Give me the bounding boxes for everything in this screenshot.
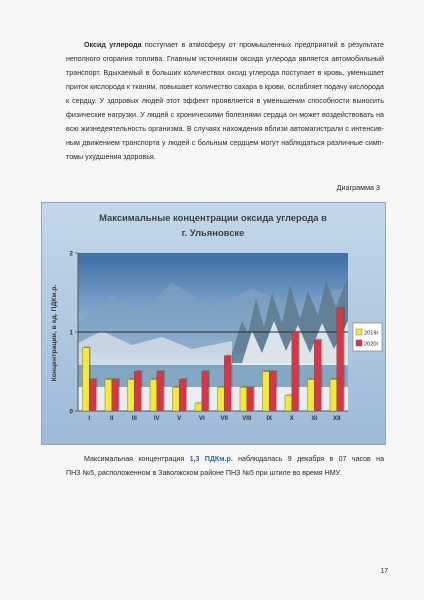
legend-swatch — [356, 329, 362, 335]
paragraph-line: к сердцу. У здоровых людей этот эффект проявляется в уменьшении способности выносить — [66, 97, 384, 105]
y-tick-label: 2 — [69, 250, 73, 258]
chart-title-line1: Максимальные концентрации оксида углерода в — [99, 212, 327, 223]
bar-2020 — [89, 379, 96, 411]
x-tick-label: V — [177, 415, 182, 422]
paragraph-line: физические нагрузки. У людей с хроническими болезнями сердца он может воздействовать на — [66, 111, 384, 119]
term-bold: Оксид углерода — [84, 41, 142, 49]
co-concentration-chart — [42, 203, 385, 444]
chart-legend — [353, 323, 382, 351]
x-tick-label: VI — [198, 415, 205, 422]
paragraph-line: ным движением транспорта у людей с больным сердцем могут наблюдаться различные симп- — [66, 139, 384, 147]
bar-2020 — [202, 372, 209, 412]
paragraph-line: неполного сгорания топлива. Главным источником оксида углерода является автомобильный — [66, 55, 384, 63]
paragraph-line: всю жизнедеятельность организма. В случаях нахождения вблизи автомагистрали с интенсив- — [66, 125, 384, 133]
bar-2019 — [308, 379, 315, 411]
bar-2019 — [173, 387, 180, 411]
paragraph-line: томы ухудшения здоровья. — [66, 153, 156, 161]
page-number: 17 — [380, 568, 388, 575]
bar-2020 — [247, 387, 254, 411]
bar-2019 — [83, 348, 90, 411]
x-tick-label: IX — [266, 415, 273, 422]
bar-2020 — [134, 372, 141, 412]
max-concentration-caption — [66, 452, 384, 480]
chart-frame — [41, 202, 386, 445]
caption-line: ПНЗ №5, расположенном в Заволжском районе ПНЗ №5 при штиле во время НМУ. — [66, 469, 342, 477]
bar-2019 — [218, 387, 225, 411]
x-tick-label: X — [289, 415, 294, 422]
bar-2019 — [128, 379, 135, 411]
x-tick-label: VII — [220, 415, 229, 422]
x-tick-label: I — [88, 415, 91, 422]
bar-2019 — [150, 379, 157, 411]
paragraph-line: транспорт. Вдыхаемый в больших количествах оксид углерода поступает в кровь, уменьшает — [66, 69, 384, 77]
bar-2019 — [330, 379, 337, 411]
bar-2020 — [337, 308, 344, 411]
x-tick-label: III — [131, 415, 137, 422]
x-tick-label: XII — [332, 415, 341, 422]
bar-2019 — [240, 387, 247, 411]
diagram-label: Диаграмма 3 — [336, 183, 380, 192]
bar-2020 — [269, 372, 276, 412]
y-axis-label: Концентрации, в ед. ПДКм.р. — [51, 284, 58, 382]
bar-2019 — [285, 395, 292, 411]
x-tick-label: XI — [311, 415, 318, 422]
y-tick-label: 1 — [69, 329, 73, 337]
co-description-paragraph — [66, 38, 384, 164]
bar-2020 — [314, 340, 321, 411]
caption-line: Максимальная концентрация 1,3 ПДКм.р. наблюдалась 9 декабря в 07 часов на — [84, 455, 385, 463]
bar-2020 — [112, 379, 119, 411]
bar-2020 — [157, 372, 164, 412]
x-tick-label: IV — [153, 415, 160, 422]
bar-2020 — [224, 356, 231, 411]
y-tick-label: 0 — [69, 408, 73, 416]
bar-2020 — [292, 332, 299, 411]
highlight-value: 1,3 ПДКм.р. — [189, 455, 233, 463]
bar-2019 — [263, 372, 270, 412]
legend-label: 2020г — [364, 341, 379, 348]
paragraph-line: приток кислорода к тканям, повышает количество сахара в крови, ослабляет подачу кислорода — [66, 83, 384, 91]
chart-title-line2: г. Ульяновске — [181, 227, 245, 238]
legend-swatch — [356, 340, 362, 346]
bar-2019 — [105, 379, 112, 411]
bar-2020 — [179, 379, 186, 411]
legend-label: 2019г — [364, 330, 379, 337]
paragraph-line: Оксид углерода поступает в атмосферу от промышленных предприятий в результате — [84, 41, 384, 49]
x-tick-label: II — [110, 415, 114, 422]
bar-2019 — [195, 403, 202, 411]
x-tick-label: VIII — [242, 415, 252, 422]
